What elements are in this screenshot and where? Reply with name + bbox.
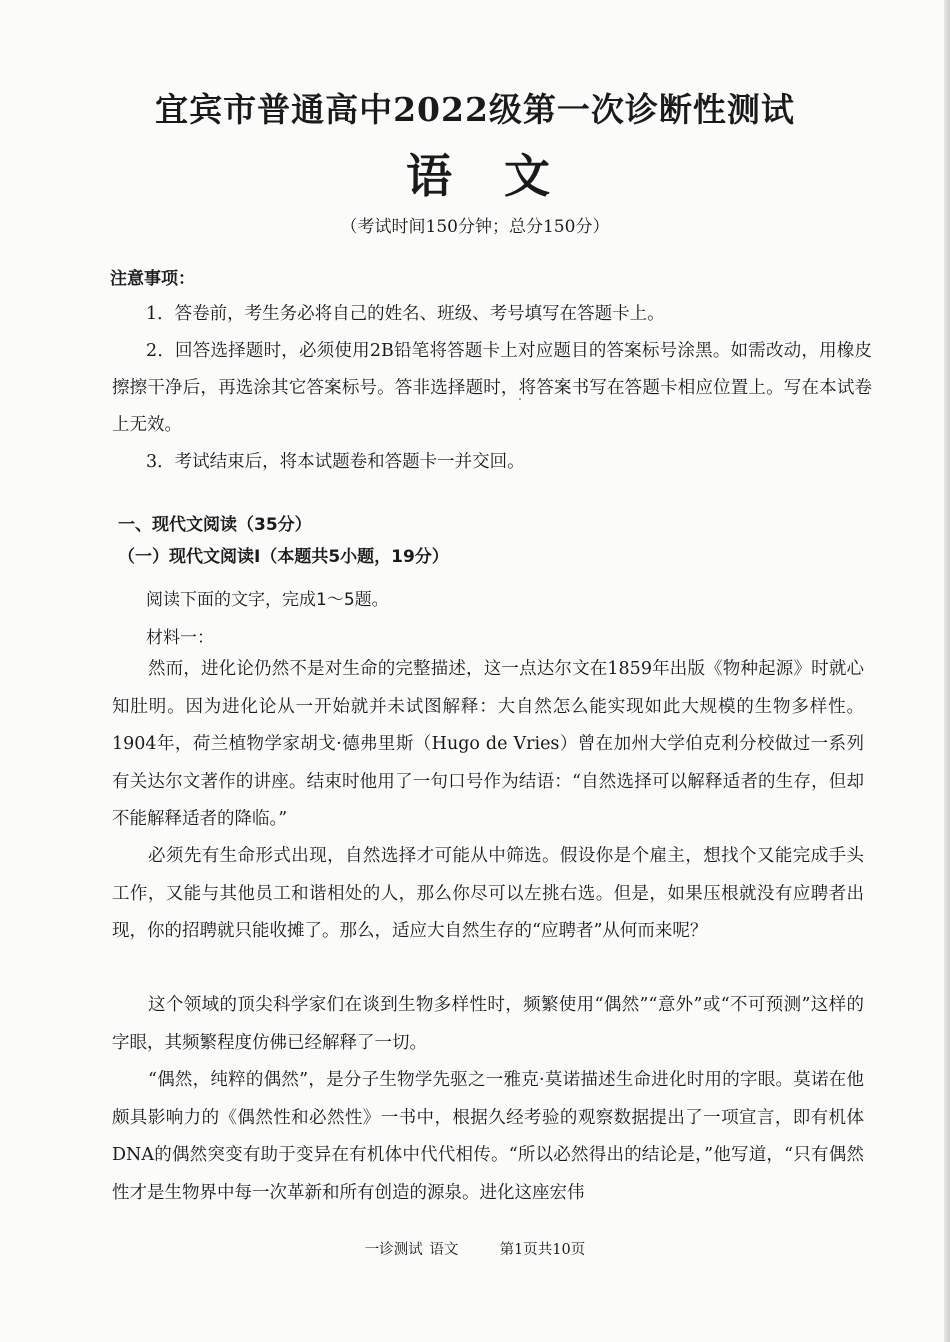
subsection-heading: （一）现代文阅读Ⅰ（本题共5小题，19分）: [118, 547, 449, 567]
paragraph-4: “偶然，纯粹的偶然”，是分子生物学先驱之一雅克·莫诺描述生命进化时用的字眼。莫诺在他颇具影响力的《偶然性和必然性》一书中，根据久经考验的观察数据提出了一项宣言，即有机体DNA的偶然突变有助于变异在有机体中代代相传。“所以必然得出的结论是，”他写道，“只有偶然性才是生物界中每一次革新和所有创造的源泉。进化这座宏伟: [112, 1070, 864, 1203]
footer-subject: 语文: [429, 1242, 459, 1258]
page-footer: [0, 1238, 950, 1259]
reading-instruction: 阅读下面的文字，完成1～5题。: [146, 590, 389, 610]
footer-exam-name: 一诊测试: [364, 1242, 423, 1258]
notes-heading: 注意事项：: [110, 269, 195, 289]
note-item-3: 3．考试结束后，将本试题卷和答题卡一并交回。: [146, 452, 525, 472]
scan-speck: [519, 398, 521, 400]
exam-info: （考试时间150分钟；总分150分）: [340, 217, 610, 237]
paragraph-2: 必须先有生命形式出现，自然选择才可能从中筛选。假设你是个雇主，想找个又能完成手头工作，又能与其他员工和谐相处的人，那么你尽可以左挑右选。但是，如果压根就没有应聘者出现，你的招聘就只能收摊了。那么，适应大自然生存的“应聘者”从何而来呢？: [112, 846, 864, 941]
note-item-2: 2．回答选择题时，必须使用2B铅笔将答题卡上对应题目的答案标号涂黑。如需改动，用橡皮擦擦干净后，再选涂其它答案标号。答非选择题时，将答案书写在答题卡相应位置上。写在本试卷上无效。: [112, 341, 872, 435]
subject-char-1: 语: [406, 149, 452, 203]
material-label: 材料一：: [146, 628, 214, 648]
section-heading: 一、现代文阅读（35分）: [118, 515, 312, 535]
exam-title: 宜宾市普通高中2022级第一次诊断性测试: [155, 90, 795, 129]
paragraph-3: 这个领域的顶尖科学家们在谈到生物多样性时，频繁使用“偶然”“意外”或“不可预测”这样的字眼，其频繁程度仿佛已经解释了一切。: [112, 995, 864, 1053]
subject-char-2: 文: [504, 149, 550, 203]
subject-title: [0, 140, 950, 206]
paragraph-1: 然而，进化论仍然不是对生命的完整描述，这一点达尔文在1859年出版《物种起源》时就心知肚明。因为进化论从一开始就并未试图解释：大自然怎么能实现如此大规模的生物多样性。1904年，荷兰植物学家胡戈·德弗里斯（Hugo de Vries）曾在加州大学伯克利分校做过一系列有关达尔文著作的讲座。结束时他用了一句口号作为结语：“自然选择可以解释适者的生存，但却不能解释适者的降临。”: [112, 659, 864, 829]
note-item-1: 1．答卷前，考生务必将自己的姓名、班级、考号填写在答题卡上。: [146, 304, 665, 324]
footer-page-info: 第1页共10页: [499, 1242, 586, 1258]
